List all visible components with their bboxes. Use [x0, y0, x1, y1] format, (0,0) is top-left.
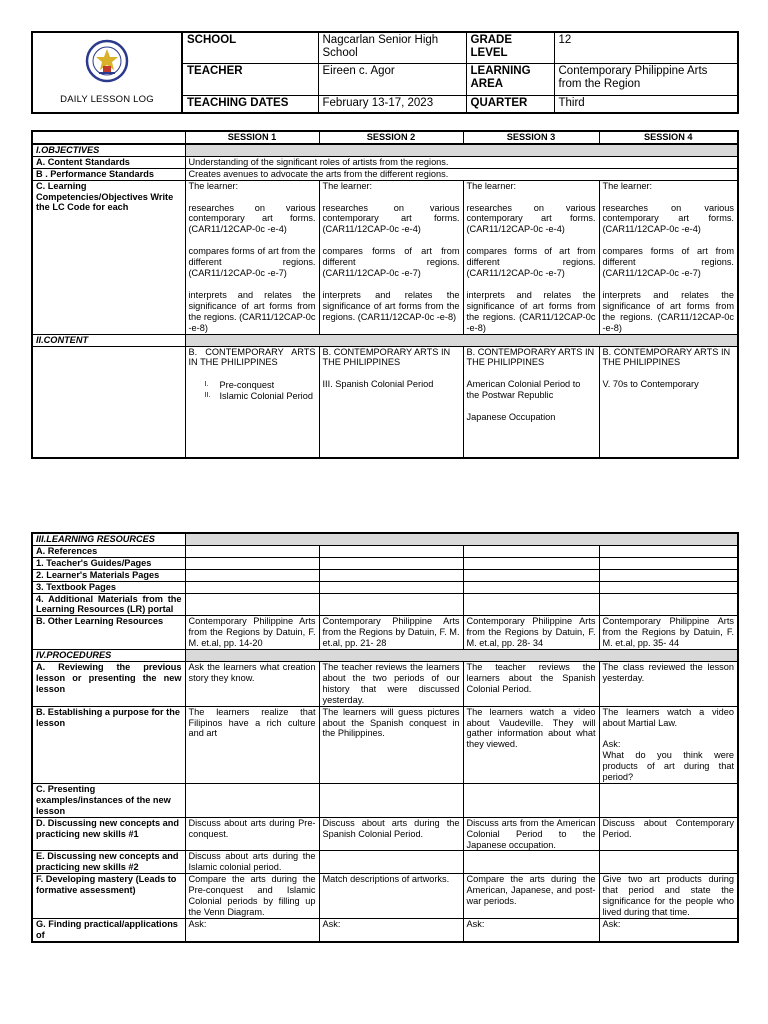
lc-item: researches on various contemporary art forms. (CAR11/12CAP-0c -e-4) [188, 202, 316, 235]
session-1-header: SESSION 1 [185, 131, 319, 144]
other-resources-s2: Contemporary Philippine Arts from the Regions by Datuin, F. M. et.al, pp. 21- 28 [319, 616, 463, 650]
lc-item: researches on various contemporary art forms. (CAR11/12CAP-0c -e-4) [466, 202, 596, 235]
applications-s3: Ask: [463, 918, 599, 942]
question-text: What do you think were products of art during that period? [602, 750, 734, 783]
performance-standards-value: Creates avenues to advocate the arts from the different regions. [185, 168, 738, 180]
content-standards-label: A. Content Standards [32, 156, 185, 168]
content-session-4 [599, 346, 738, 458]
lc-session-1 [185, 180, 319, 334]
session-4-header: SESSION 4 [599, 131, 738, 144]
content-label-blank [32, 346, 185, 458]
deped-seal-icon [85, 39, 129, 83]
purpose-s1: The learners realize that Filipinos have a rich culture and art [185, 706, 319, 783]
mastery-s1: Compare the arts during the Pre-conquest and Islamic Colonial periods by filling up the Venn Diagram. [185, 874, 319, 919]
session-3-header: SESSION 3 [463, 131, 599, 144]
textbook-label: 3. Textbook Pages [32, 581, 185, 593]
resources-heading: III.LEARNING RESOURCES [32, 533, 185, 545]
reviewing-label: A. Reviewing the previous lesson or presenting the new lesson [32, 661, 185, 706]
content-title: B. CONTEMPORARY ARTS IN THE PHILIPPINES [602, 346, 731, 368]
section-shade [185, 334, 738, 346]
area-value: Contemporary Philippine Arts from the Region [554, 64, 738, 95]
session-2-header: SESSION 2 [319, 131, 463, 144]
references-label: A. References [32, 545, 185, 557]
applications-s1: Ask: [185, 918, 319, 942]
content-list [189, 380, 316, 402]
lc-intro: The learner: [188, 180, 239, 191]
content-session-3 [463, 346, 599, 458]
discussing-1-s2: Discuss about arts during the Spanish Colonial Period. [319, 817, 463, 851]
purpose-label: B. Establishing a purpose for the lesson [32, 706, 185, 783]
presenting-label: C. Presenting examples/instances of the new lesson [32, 784, 185, 818]
mastery-s3: Compare the arts during the American, Japanese, and post-war periods. [463, 874, 599, 919]
discussing-1-s4: Discuss about Contemporary Period. [599, 817, 738, 851]
purpose-s4 [599, 706, 738, 783]
discussing-1-label: D. Discussing new concepts and practicing new skills #1 [32, 817, 185, 851]
lc-item: interprets and relates the significance of art forms from the regions. (CAR11/12CAP-0c -e-8) [466, 289, 596, 333]
session-header-row [32, 131, 738, 144]
lc-item: compares forms of art from the different regions. (CAR11/12CAP-0c -e-7) [188, 246, 316, 279]
page-title: DAILY LESSON LOG [60, 94, 154, 105]
lc-session-4 [599, 180, 738, 334]
quarter-value: Third [554, 95, 738, 113]
list-item: I. Pre-conquest [204, 380, 275, 391]
discussing-2-label: E. Discussing new concepts and practicing new skills #2 [32, 851, 185, 874]
teachers-guide-label: 1. Teacher's Guides/Pages [32, 557, 185, 569]
lc-item: compares forms of art from different regions. (CAR11/12CAP-0c -e-7) [322, 246, 460, 279]
content-title: B. CONTEMPORARY ARTS IN THE PHILIPPINES [188, 346, 316, 368]
blank-corner [32, 131, 185, 144]
discussing-1-s1: Discuss about arts during Pre-conquest. [185, 817, 319, 851]
mastery-s2: Match descriptions of artworks. [319, 874, 463, 919]
content-sub: V. 70s to Contemporary [602, 379, 699, 390]
other-resources-label: B. Other Learning Resources [32, 616, 185, 650]
logo-cell [32, 32, 182, 113]
applications-s4: Ask: [599, 918, 738, 942]
performance-standards-label: B . Performance Standards [32, 168, 185, 180]
lc-item: researches on various contemporary art forms. (CAR11/12CAP-0c -e-4) [602, 202, 734, 235]
reviewing-s4: The class reviewed the lesson yesterday. [599, 661, 738, 706]
additional-materials-label: 4. Additional Materials from the Learning Resources (LR) portal [32, 593, 185, 616]
teacher-value: Eireen c. Agor [318, 64, 466, 95]
reviewing-s1: Ask the learners what creation story they know. [185, 661, 319, 706]
lc-intro: The learner: [466, 180, 517, 191]
lc-intro: The learner: [322, 180, 373, 191]
teacher-label: TEACHER [182, 64, 318, 95]
quarter-label: QUARTER [466, 95, 554, 113]
content-session-2 [319, 346, 463, 458]
purpose-text: The learners watch a video about Martial Law. [602, 706, 734, 728]
lc-item: compares forms of art from different regions. (CAR11/12CAP-0c -e-7) [466, 246, 596, 279]
ask-text: Ask: [602, 739, 621, 750]
lc-intro: The learner: [602, 180, 653, 191]
area-label: LEARNING AREA [466, 64, 554, 95]
content-sub: III. Spanish Colonial Period [322, 379, 434, 390]
content-title: B. CONTEMPORARY ARTS IN THE PHILIPPINES [466, 346, 595, 368]
discussing-2-s1: Discuss about arts during the Islamic colonial period. [185, 851, 319, 874]
content-sub: American Colonial Period to the Postwar Republic [466, 379, 581, 401]
discussing-1-s3: Discuss arts from the American Colonial Period to the Japanese occupation. [463, 817, 599, 851]
mastery-label: F. Developing mastery (Leads to formative assessment) [32, 874, 185, 919]
content-heading: II.CONTENT [32, 334, 185, 346]
school-value: Nagcarlan Senior High School [318, 32, 466, 64]
content-standards-value: Understanding of the significant roles of artists from the regions. [185, 156, 738, 168]
other-resources-s3: Contemporary Philippine Arts from the Regions by Datuin, F. M. et.al, pp. 28- 34 [463, 616, 599, 650]
section-shade [185, 650, 738, 662]
grade-value: 12 [554, 32, 738, 64]
lc-item: interprets and relates the significance of art forms from the regions. (CAR11/12CAP-0c -e-8) [322, 289, 460, 322]
objectives-table [31, 130, 739, 459]
school-label: SCHOOL [182, 32, 318, 64]
purpose-s3: The learners watch a video about Vaudeville. They will gather information about what they viewed. [463, 706, 599, 783]
header-table [31, 31, 739, 114]
procedures-table [31, 532, 739, 943]
content-sub: Japanese Occupation [466, 412, 556, 423]
reviewing-s2: The teacher reviews the learners about the two periods of our history that were discussed yesterday. [319, 661, 463, 706]
lc-item: interprets and relates the significance of art forms from the regions. (CAR11/12CAP-0c -e-8) [188, 289, 316, 333]
reviewing-s3: The teacher reviews the learners about the Spanish Colonial Period. [463, 661, 599, 706]
list-item: II. Islamic Colonial Period [204, 391, 313, 402]
mastery-s4: Give two art products during that period and state the significance for the people who lived during that time. [599, 874, 738, 919]
lc-item: interprets and relates the significance of art forms from the regions. (CAR11/12CAP-0c -e-8) [602, 289, 734, 333]
applications-s2: Ask: [319, 918, 463, 942]
purpose-s2: The learners will guess pictures about the Spanish conquest in the Philippines. [319, 706, 463, 783]
applications-label: G. Finding practical/applications of [32, 918, 185, 942]
grade-label: GRADE LEVEL [466, 32, 554, 64]
other-resources-s1: Contemporary Philippine Arts from the Regions by Datuin, F. M. et.al, pp. 14-20 [185, 616, 319, 650]
section-shade [185, 533, 738, 545]
dates-value: February 13-17, 2023 [318, 95, 466, 113]
objectives-heading: I.OBJECTIVES [32, 144, 185, 156]
dates-label: TEACHING DATES [182, 95, 318, 113]
other-resources-s4: Contemporary Philippine Arts from the Regions by Datuin, F. M. et.al, pp. 35- 44 [599, 616, 738, 650]
lc-item: compares forms of art from different regions. (CAR11/12CAP-0c -e-7) [602, 246, 734, 279]
learning-competencies-label: C. Learning Competencies/Objectives Write the LC Code for each [32, 180, 185, 334]
learners-materials-label: 2. Learner's Materials Pages [32, 569, 185, 581]
lc-session-3 [463, 180, 599, 334]
lc-session-2 [319, 180, 463, 334]
content-title: B. CONTEMPORARY ARTS IN THE PHILIPPINES [322, 346, 451, 368]
section-shade [185, 144, 738, 156]
procedures-heading: IV.PROCEDURES [32, 650, 185, 662]
lc-item: researches on various contemporary art forms. (CAR11/12CAP-0c -e-4) [322, 202, 460, 235]
content-session-1 [185, 346, 319, 458]
